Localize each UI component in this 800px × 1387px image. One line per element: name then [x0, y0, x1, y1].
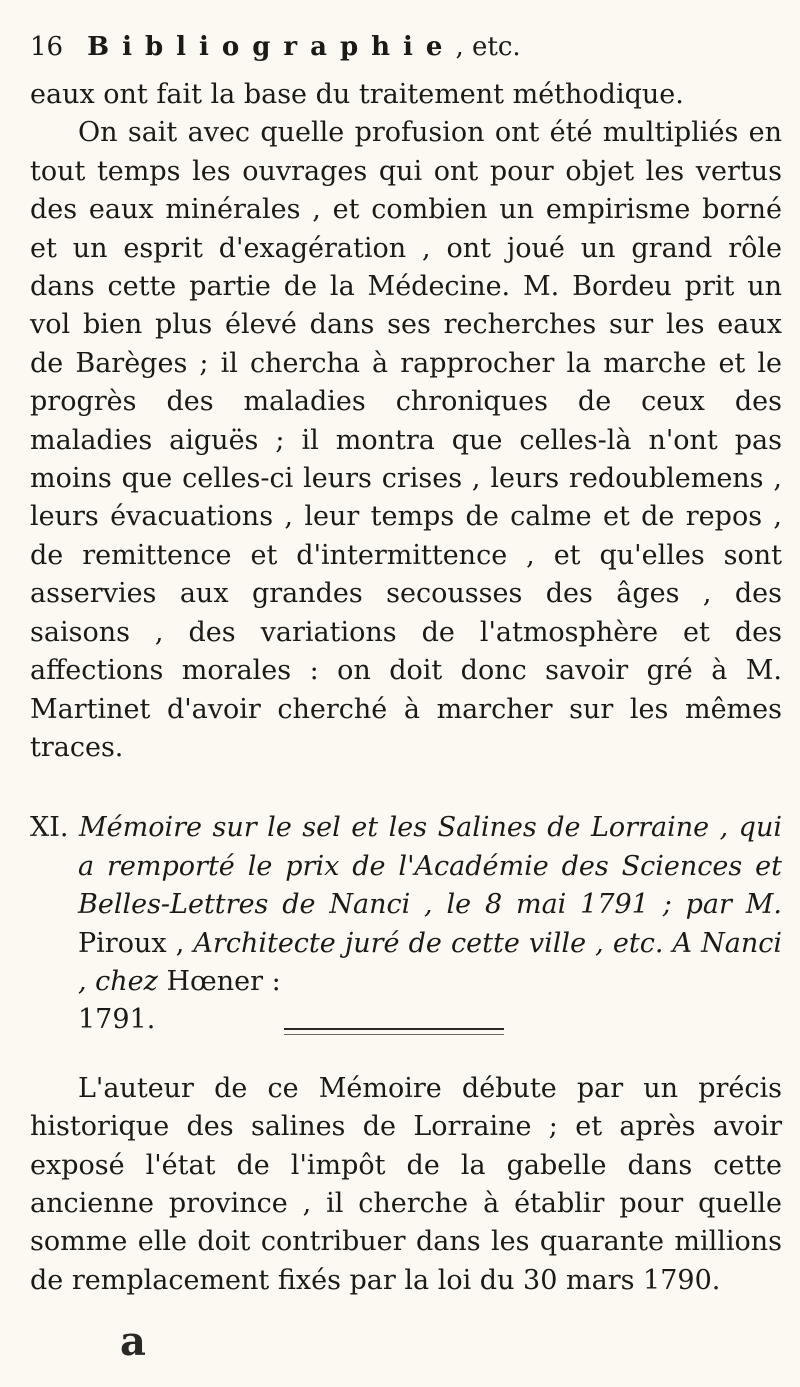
- entry-title-part2: Architecte juré de cette ville , etc. A Nanci , chez: [78, 927, 783, 997]
- bibliography-entry-xi: [30, 809, 782, 1039]
- paragraph-bordeu-review: On sait avec quelle profusion ont été multipliés en tout temps les ouvrages qui ont pour objet les vertus des eaux minérales , et combien un empirisme borné et un esprit d'exagération , ont joué un grand rôle dans cette partie de la Médecine. M. Bordeu prit un vol bien plus élevé dans ses recherches sur les eaux de Barèges ; il chercha à rapprocher la marche et le progrès des maladies chroniques de ceux des maladies aiguës ; il montra que celles-là n'ont pas moins que celles-ci leurs crises , leurs redoublemens , leurs évacuations , leur temps de calme et de repos , de remittence et d'intermittence , et qu'elles sont asservies aux grandes secousses des âges , des saisons , des variations de l'atmosphère et des affections morales : on doit donc savoir gré à M. Martinet d'avoir cherché à marcher sur les mêmes traces.: [30, 117, 782, 763]
- entry-title-part1: Mémoire sur le sel et les Salines de Lorraine , qui a remporté le prix de l'Académie des Sciences et Belles-Lettres de Nanci , le 8 mai 1791 ; par M.: [78, 812, 782, 921]
- paragraph-salines-review: L'auteur de ce Mémoire débute par un précis historique des salines de Lorraine ; et après avoir exposé l'état de l'impôt de la gabelle dans cette ancienne province , il cherche à établir pour quelle somme elle doit contribuer dans les quarante millions de remplacement fixés par la loi du 30 mars 1790.: [30, 1072, 782, 1296]
- book-page: [30, 18, 782, 1300]
- entry-publisher: Hœner :: [166, 965, 281, 997]
- paragraph-continuation: eaux ont fait la base du traitement méthodique.: [30, 79, 684, 110]
- running-title-suffix: , etc.: [455, 32, 521, 62]
- entry-number: XI.: [30, 812, 69, 844]
- running-title: Bibliographie: [87, 32, 456, 62]
- catchword: a: [120, 1318, 146, 1365]
- running-head: [30, 18, 782, 76]
- section-divider-rule: [284, 1028, 504, 1035]
- entry-author: Piroux ,: [78, 927, 185, 959]
- page-number: 16: [30, 32, 64, 62]
- entry-year: 1791.: [78, 1004, 156, 1036]
